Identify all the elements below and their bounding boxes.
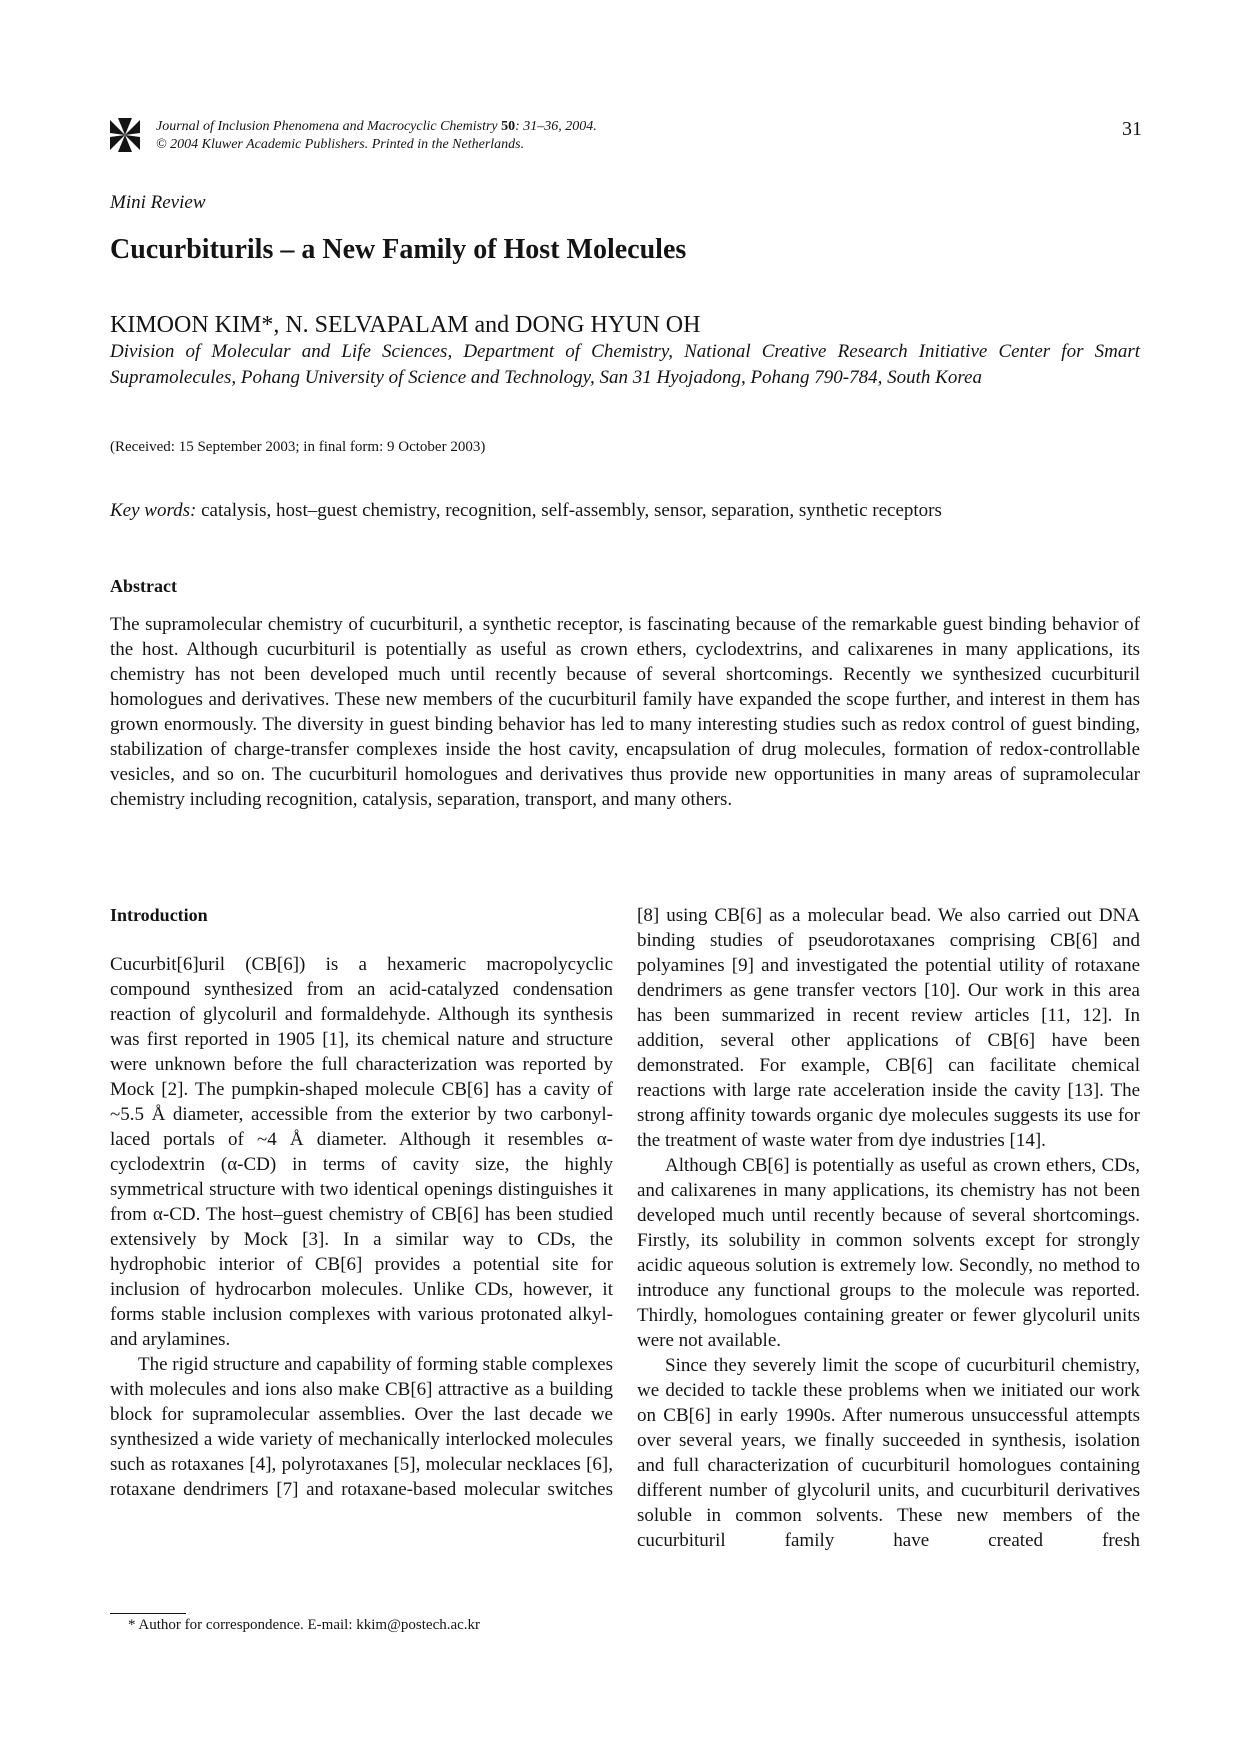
paragraph: Cucurbit[6]uril (CB[6]) is a hexameric macropolycyclic compound synthesized from an acid-catalyzed condensation reaction of glycoluril and formaldehyde. Although its synthesis was first reported in 1905 [1], its chemical nature and structure were unknown before the full characterization was reported by Mock [2]. The pumpkin-shaped molecule CB[6] has a cavity of ~5.5 Å diameter, accessible from the exterior by two carbonyl-laced portals of ~4 Å diameter. Although it resembles α-cyclodextrin (α-CD) in terms of cavity size, the highly symmetrical structure with two identical openings distinguishes it from α-CD. The host–guest chemistry of CB[6] has been studied extensively by Mock [3]. In a similar way to CDs, the hydrophobic interior of CB[6] provides a potential site for inclusion of hydrocarbon molecules. Unlike CDs, however, it forms stable inclusion complexes with various protonated alkyl- and arylamines. (110, 954, 613, 1350)
keywords-text: catalysis, host–guest chemistry, recognition, self-assembly, sensor, separation, synthetic receptors (201, 500, 942, 521)
page-number: 31 (1122, 118, 1142, 140)
paragraph: Since they severely limit the scope of cucurbituril chemistry, we decided to tackle these problems when we initiated our work on CB[6] in early 1990s. After numerous unsuccessful attempts over several years, we finally succeeded in synthesis, isolation and full characterization of cucurbituril homologues containing different number of glycoluril units, and cucurbituril derivatives soluble in common solvents. These new members of the cucurbituril family have created fresh (637, 1355, 1140, 1551)
paper-title: Cucurbiturils – a New Family of Host Molecules (110, 234, 687, 265)
received-dates: (Received: 15 September 2003; in final form: 9 October 2003) (110, 439, 486, 455)
author-affiliation: Division of Molecular and Life Sciences, Department of Chemistry, National Creative Research Initiative Center for Smart Supramolecules, Pohang University of Science and Technology, San 31 Hyojadong, Pohang 790-784, South Korea (110, 341, 1140, 388)
footnote: * Author for correspondence. E-mail: kkim@postech.ac.kr (128, 1617, 481, 1633)
section-label: Mini Review (110, 192, 206, 213)
paragraph: [8] using CB[6] as a molecular bead. We also carried out DNA binding studies of pseudorotaxanes comprising CB[6] and polyamines [9] and investigated the potential utility of rotaxane dendrimers as gene transfer vectors [10]. Our work in this area has been summarized in recent review articles [11, 12]. In addition, several other applications of CB[6] have been demonstrated. For example, CB[6] can facilitate chemical reactions with large rate acceleration inside the cavity [13]. The strong affinity towards organic dye molecules suggests its use for the treatment of waste water from dye industries [14]. (637, 905, 1140, 1151)
author-list: KIMOON KIM*, N. SELVAPALAM and DONG HYUN OH (110, 312, 701, 338)
introduction-heading: Introduction (110, 905, 208, 925)
journal-info (156, 118, 856, 154)
paragraph: The rigid structure and capability of forming stable complexes with molecules and ions also make CB[6] attractive as a building block for supramolecular assemblies. Over the last decade we synthesized a wide variety of mechanically interlocked molecules such as rotaxanes [4], polyrotaxanes [5], molecular necklaces [6], rotaxane dendrimers [7] and rotaxane-based molecular switches (110, 1354, 613, 1500)
keywords-label: Key words: (110, 500, 197, 521)
right-column (637, 903, 1140, 1553)
paragraph: Although CB[6] is potentially as useful as crown ethers, CDs, and calixarenes in many applications, its chemistry has not been developed much until recently because of several shortcomings. Firstly, its solubility in common solvents except for strongly acidic aqueous solution is extremely low. Secondly, no method to introduce any functional groups to the molecule was reported. Thirdly, homologues containing greater or fewer glycoluril units were not available. (637, 1155, 1140, 1351)
journal-name: Journal of Inclusion Phenomena and Macrocyclic Chemistry (156, 119, 498, 134)
abstract-heading: Abstract (110, 576, 177, 596)
footnote-rule (110, 1613, 186, 1614)
keywords (110, 500, 942, 522)
journal-citation (156, 118, 856, 136)
publisher-logo-icon (108, 116, 142, 154)
journal-pages-year: : 31–36, 2004. (515, 119, 597, 134)
copyright-line: © 2004 Kluwer Academic Publishers. Printed in the Netherlands. (156, 137, 525, 152)
journal-volume: 50 (501, 119, 516, 134)
left-column (110, 903, 613, 1502)
abstract-text: The supramolecular chemistry of cucurbituril, a synthetic receptor, is fascinating because of the remarkable guest binding behavior of the host. Although cucurbituril is potentially as useful as crown ethers, cyclodextrins, and calixarenes in many applications, its chemistry has not been developed much until recently because of several shortcomings. Recently we synthesized cucurbituril homologues and derivatives. These new members of the cucurbituril family have expanded the scope further, and interest in them has grown enormously. The diversity in guest binding behavior has led to many interesting studies such as redox control of guest binding, stabilization of charge-transfer complexes inside the host cavity, encapsulation of drug molecules, formation of redox-controllable vesicles, and so on. The cucurbituril homologues and derivatives thus provide new opportunities in many areas of supramolecular chemistry including recognition, catalysis, separation, transport, and many others. (110, 614, 1140, 810)
